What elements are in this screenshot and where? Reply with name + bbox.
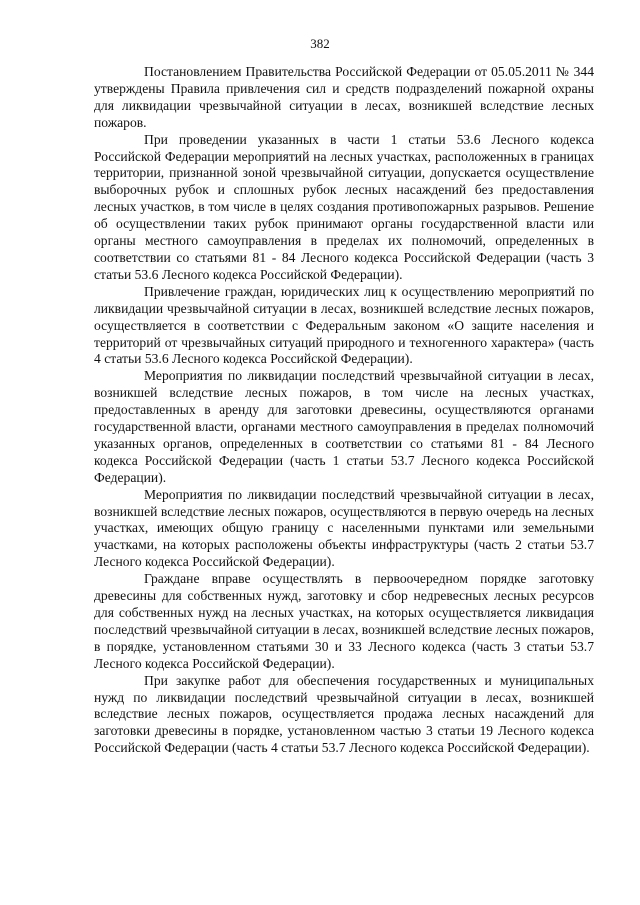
document-body xyxy=(94,64,594,757)
paragraph-5: Мероприятия по ликвидации последствий чрезвычайной ситуации в лесах, возникшей вследствие лесных пожаров, осуществляются в первую очередь на лесных участках, имеющих общую границу с населенными пунктами или земельными участками, на которых расположены объекты инфраструктуры (часть 2 статьи 53.7 Лесного кодекса Российской Федерации). xyxy=(94,486,594,570)
page-number: 382 xyxy=(310,36,330,51)
paragraph-4: Мероприятия по ликвидации последствий чрезвычайной ситуации в лесах, возникшей вследствие лесных пожаров, в том числе на лесных участках, предоставленных в аренду для заготовки древесины, осуществляются органами государственной власти, органами местного самоуправления в пределах полномочий указанных органов, определенных в соответствии со статьями 81 - 84 Лесного кодекса Российской Федерации (часть 1 статьи 53.7 Лесного кодекса Российской Федерации). xyxy=(94,368,594,485)
paragraph-2: При проведении указанных в части 1 статьи 53.6 Лесного кодекса Российской Федерации мероприятий на лесных участках, расположенных в границах территории, признанной зоной чрезвычайной ситуации, допускается осуществление выборочных рубок и сплошных рубок лесных насаждений без предоставления лесных участков, в том числе в целях создания противопожарных разрывов. Решение об осуществлении таких рубок принимают органы государственной власти или органы местного самоуправления в пределах их полномочий, определенных в соответствии со статьями 81 - 84 Лесного кодекса Российской Федерации (часть 3 статьи 53.6 Лесного кодекса Российской Федерации). xyxy=(94,131,594,282)
paragraph-1: Постановлением Правительства Российской Федерации от 05.05.2011 № 344 утверждены Правила привлечения сил и средств подразделений пожарной охраны для ликвидации чрезвычайной ситуации в лесах, возникшей вследствие лесных пожаров. xyxy=(94,64,594,130)
paragraph-6: Граждане вправе осуществлять в первоочередном порядке заготовку древесины для собственных нужд, заготовку и сбор недревесных лесных ресурсов для собственных нужд на лесных участках, на которых осуществляется ликвидация последствий чрезвычайной ситуации в лесах, возникшей вследствие лесных пожаров, в порядке, установленном статьями 30 и 33 Лесного кодекса (часть 3 статьи 53.7 Лесного кодекса Российской Федерации). xyxy=(94,571,594,671)
paragraph-7: При закупке работ для обеспечения государственных и муниципальных нужд по ликвидации последствий чрезвычайной ситуации в лесах, возникшей вследствие лесных пожаров, осуществляется продажа лесных насаждений для заготовки древесины в порядке, установленном частью 3 статьи 19 Лесного кодекса Российской Федерации (часть 4 статьи 53.7 Лесного кодекса Российской Федерации). xyxy=(94,672,594,756)
paragraph-3: Привлечение граждан, юридических лиц к осуществлению мероприятий по ликвидации чрезвычайной ситуации в лесах, возникшей вследствие лесных пожаров, осуществляется в соответствии с Федеральным законом «О защите населения и территорий от чрезвычайных ситуаций природного и техногенного характера» (часть 4 статьи 53.6 Лесного кодекса Российской Федерации). xyxy=(94,283,594,367)
